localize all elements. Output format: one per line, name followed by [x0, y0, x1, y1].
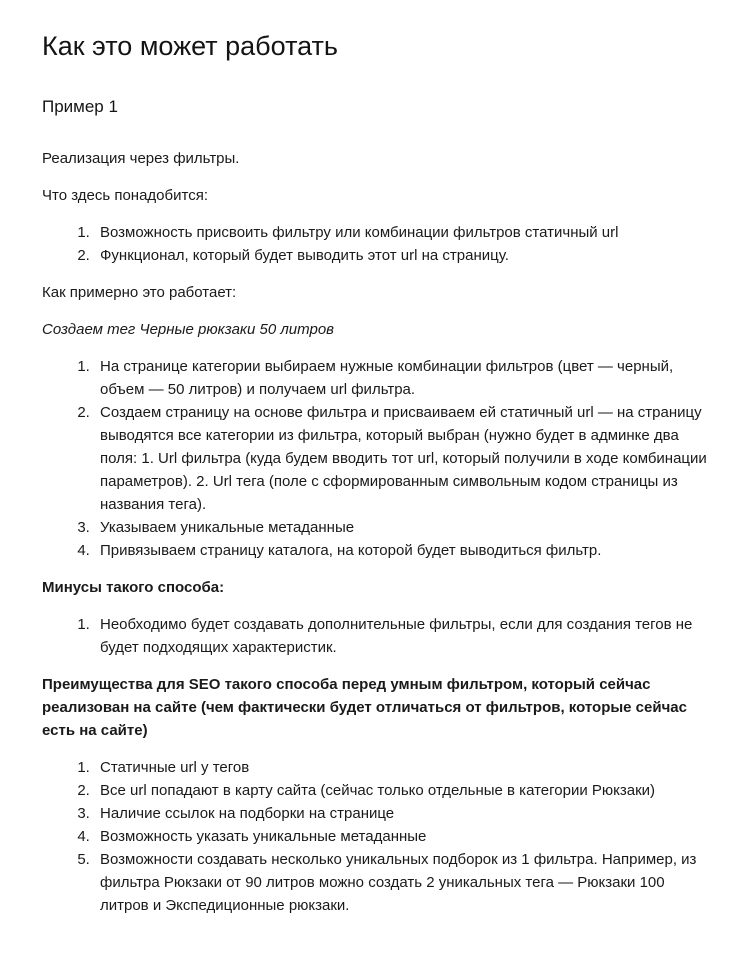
- needs-label: Что здесь понадобится:: [42, 187, 208, 204]
- list-item: 2. Все url попадают в карту сайта (сейчас только отдельные в категории Рюкзаки): [94, 779, 708, 802]
- list-item: 4. Привязываем страницу каталога, на которой будет выводиться фильтр.: [94, 539, 708, 562]
- tag-example-paragraph: Создаем тег Черные рюкзаки 50 литров: [42, 321, 334, 338]
- list-item: 1. Статичные url у тегов: [94, 756, 708, 779]
- how-it-works-label: Как примерно это работает:: [42, 284, 237, 301]
- cons-list: [42, 613, 708, 659]
- list-item: 5. Возможности создавать несколько уникальных подборок из 1 фильтра. Например, из фильтра Рюкзаки от 90 литров можно создать 2 уникальных тега — Рюкзаки 100 литров и Экспедиционные рюкзаки.: [94, 848, 708, 917]
- example-heading: Пример 1: [42, 97, 118, 116]
- needs-list: [42, 221, 708, 267]
- pros-heading: Преимущества для SEO такого способа перед умным фильтром, который сейчас реализован на сайте (чем фактически будет отличаться от фильтров, которые сейчас есть на сайте): [42, 676, 687, 739]
- document-title: Как это может работать: [42, 31, 338, 61]
- steps-list: [42, 355, 708, 562]
- list-item: 1. Возможность присвоить фильтру или комбинации фильтров статичный url: [94, 221, 708, 244]
- cons-heading: Минусы такого способа:: [42, 579, 225, 596]
- list-item: 2. Функционал, который будет выводить этот url на страницу.: [94, 244, 708, 267]
- list-item: 2. Создаем страницу на основе фильтра и присваиваем ей статичный url — на страницу выводятся все категории из фильтра, который выбран (нужно будет в админке два поля: 1. Url фильтра (куда будем вводить тот url, который получили в ходе комбинации параметров). 2. Url тега (поле с сформированным символьным кодом страницы из названия тега).: [94, 401, 708, 516]
- list-item: 4. Возможность указать уникальные метаданные: [94, 825, 708, 848]
- list-item: 3. Указываем уникальные метаданные: [94, 516, 708, 539]
- list-item: 1. На странице категории выбираем нужные комбинации фильтров (цвет — черный, объем — 50 литров) и получаем url фильтра.: [94, 355, 708, 401]
- list-item: 1. Необходимо будет создавать дополнительные фильтры, если для создания тегов не будет подходящих характеристик.: [94, 613, 708, 659]
- intro-paragraph: Реализация через фильтры.: [42, 150, 240, 167]
- list-item: 3. Наличие ссылок на подборки на странице: [94, 802, 708, 825]
- pros-list: [42, 756, 708, 917]
